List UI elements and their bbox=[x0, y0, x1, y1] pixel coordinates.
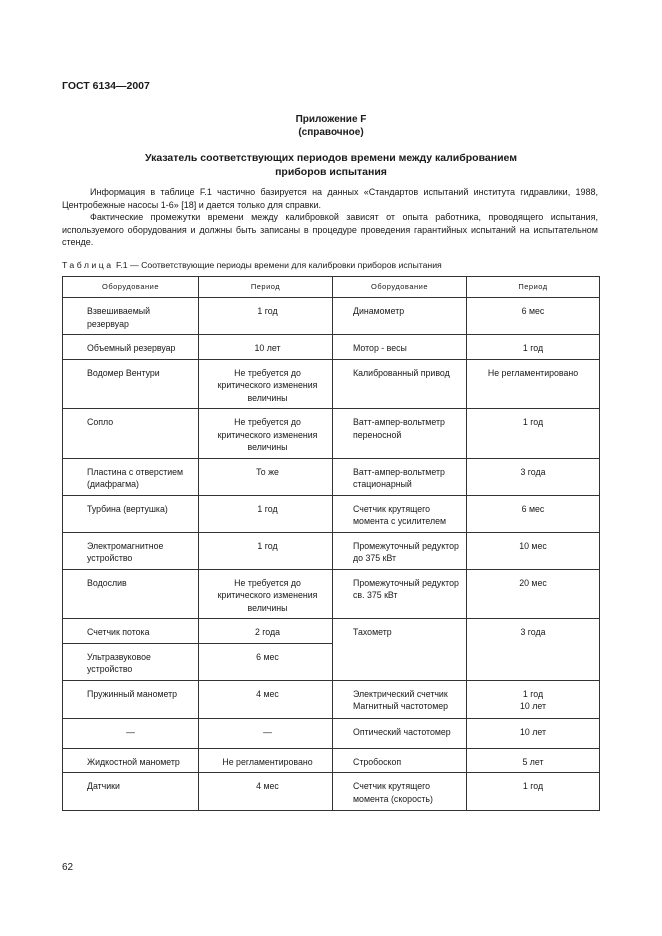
equipment-cell: Промежуточный редуктор до 375 кВт bbox=[333, 532, 467, 569]
page-number: 62 bbox=[62, 862, 74, 873]
period-cell: Не требуется до критического изменения величины bbox=[199, 569, 333, 619]
period-cell: 4 мес bbox=[199, 773, 333, 811]
equipment-cell: Стробоскоп bbox=[333, 748, 467, 773]
period-cell: То же bbox=[199, 458, 333, 495]
table-row bbox=[63, 495, 600, 532]
equipment-line: Магнитный частотомер bbox=[353, 701, 449, 711]
equipment-cell: Взвешиваемый резервуар bbox=[63, 298, 199, 335]
equipment-cell: Тахометр bbox=[333, 619, 467, 681]
intro-paragraph-2: Фактические промежутки времени между калибровкой зависят от опыта работника, проводящего испытания, используемого оборудования и должны быть записаны в процедуре проведения гарантийных испытаний на испытательном стенде. bbox=[62, 212, 598, 247]
equipment-line: Электрический счетчик bbox=[353, 688, 448, 699]
equipment-cell bbox=[63, 718, 199, 748]
equipment-cell: Счетчик крутящего момента (скорость) bbox=[333, 773, 467, 811]
table-row bbox=[63, 619, 600, 644]
period-cell: 6 мес bbox=[467, 495, 600, 532]
table-row bbox=[63, 409, 600, 459]
section-heading bbox=[0, 151, 662, 179]
period-cell: 10 лет bbox=[467, 718, 600, 748]
period-cell: 1 год bbox=[467, 335, 600, 360]
period-cell: 2 года bbox=[199, 619, 333, 644]
period-cell: 1 год bbox=[199, 495, 333, 532]
period-cell: 3 года bbox=[467, 458, 600, 495]
heading-line-1: Указатель соответствующих периодов времени между калиброванием bbox=[144, 152, 517, 164]
table-row bbox=[63, 532, 600, 569]
period-cell: 6 мес bbox=[467, 298, 600, 335]
equipment-cell: Пластина с отверстием (диафрагма) bbox=[63, 458, 199, 495]
standard-code: ГОСТ 6134—2007 bbox=[62, 80, 150, 92]
col-header-equipment-2: Оборудование bbox=[333, 277, 467, 298]
equipment-cell: Оптический частотомер bbox=[333, 718, 467, 748]
equipment-cell: Турбина (вертушка) bbox=[63, 495, 199, 532]
period-cell: Не регламентировано bbox=[467, 359, 600, 409]
period-cell: — bbox=[199, 718, 333, 748]
equipment-cell: Счетчик потока bbox=[63, 619, 199, 644]
table-row bbox=[63, 748, 600, 773]
table-row bbox=[63, 680, 600, 718]
equipment-cell: Пружинный манометр bbox=[63, 680, 199, 718]
period-cell: 10 лет bbox=[199, 335, 333, 360]
period-line: 10 лет bbox=[520, 701, 546, 711]
appendix-title: Приложение F bbox=[295, 114, 367, 125]
equipment-cell: Жидкостной манометр bbox=[63, 748, 199, 773]
appendix-type: (справочное) bbox=[298, 127, 364, 138]
equipment-cell bbox=[333, 680, 467, 718]
period-cell: 1 год bbox=[467, 773, 600, 811]
equipment-cell: Промежуточный редуктор св. 375 кВт bbox=[333, 569, 467, 619]
table-row bbox=[63, 298, 600, 335]
period-cell: 5 лет bbox=[467, 748, 600, 773]
period-cell: 10 мес bbox=[467, 532, 600, 569]
equipment-cell: Ватт-ампер-вольтметр переносной bbox=[333, 409, 467, 459]
appendix-header bbox=[0, 113, 662, 139]
period-cell: 1 год bbox=[467, 409, 600, 459]
equipment-cell: Ультразвуковое устройство bbox=[63, 643, 199, 680]
table-row bbox=[63, 718, 600, 748]
period-cell: 4 мес bbox=[199, 680, 333, 718]
table-row bbox=[63, 335, 600, 360]
equipment-cell: Датчики bbox=[63, 773, 199, 811]
equipment-cell: Сопло bbox=[63, 409, 199, 459]
table-row bbox=[63, 458, 600, 495]
period-cell: Не регламентировано bbox=[199, 748, 333, 773]
table-caption-text: F.1 — Соответствующие периоды времени для калибровки приборов испытания bbox=[115, 260, 442, 270]
equipment-cell: Ватт-ампер-вольтметр стационарный bbox=[333, 458, 467, 495]
col-header-period-1: Период bbox=[199, 277, 333, 298]
intro-paragraph-1: Информация в таблице F.1 частично базируется на данных «Стандартов испытаний института гидравлики, 1988, Центробежные насосы 1-6» [18] и дается только для справки. bbox=[62, 187, 598, 210]
period-cell: 1 год bbox=[199, 298, 333, 335]
period-cell: 3 года bbox=[467, 619, 600, 681]
equipment-cell: Счетчик крутящего момента с усилителем bbox=[333, 495, 467, 532]
equipment-cell: Водослив bbox=[63, 569, 199, 619]
heading-line-2: приборов испытания bbox=[275, 166, 387, 178]
equipment-cell: Электромагнитное устройство bbox=[63, 532, 199, 569]
table-header-row bbox=[63, 277, 600, 298]
table-row bbox=[63, 359, 600, 409]
period-line: 1 год bbox=[522, 688, 544, 699]
table-row bbox=[63, 773, 600, 811]
period-cell: Не требуется до критического изменения величины bbox=[199, 359, 333, 409]
period-cell: 20 мес bbox=[467, 569, 600, 619]
equipment-cell: Динамометр bbox=[333, 298, 467, 335]
equipment-cell: Мотор - весы bbox=[333, 335, 467, 360]
period-cell: Не требуется до критического изменения величины bbox=[199, 409, 333, 459]
period-cell bbox=[467, 680, 600, 718]
equipment-cell: Калиброванный привод bbox=[333, 359, 467, 409]
calibration-table bbox=[62, 276, 600, 811]
period-cell: 1 год bbox=[199, 532, 333, 569]
equipment-cell: Водомер Вентури bbox=[63, 359, 199, 409]
table-caption-word: Таблица bbox=[62, 260, 114, 270]
col-header-equipment-1: Оборудование bbox=[63, 277, 199, 298]
period-cell: 6 мес bbox=[199, 643, 333, 680]
table-row bbox=[63, 569, 600, 619]
table-caption bbox=[62, 260, 442, 270]
col-header-period-2: Период bbox=[467, 277, 600, 298]
dash-mark: — bbox=[126, 726, 135, 737]
equipment-cell: Объемный резервуар bbox=[63, 335, 199, 360]
